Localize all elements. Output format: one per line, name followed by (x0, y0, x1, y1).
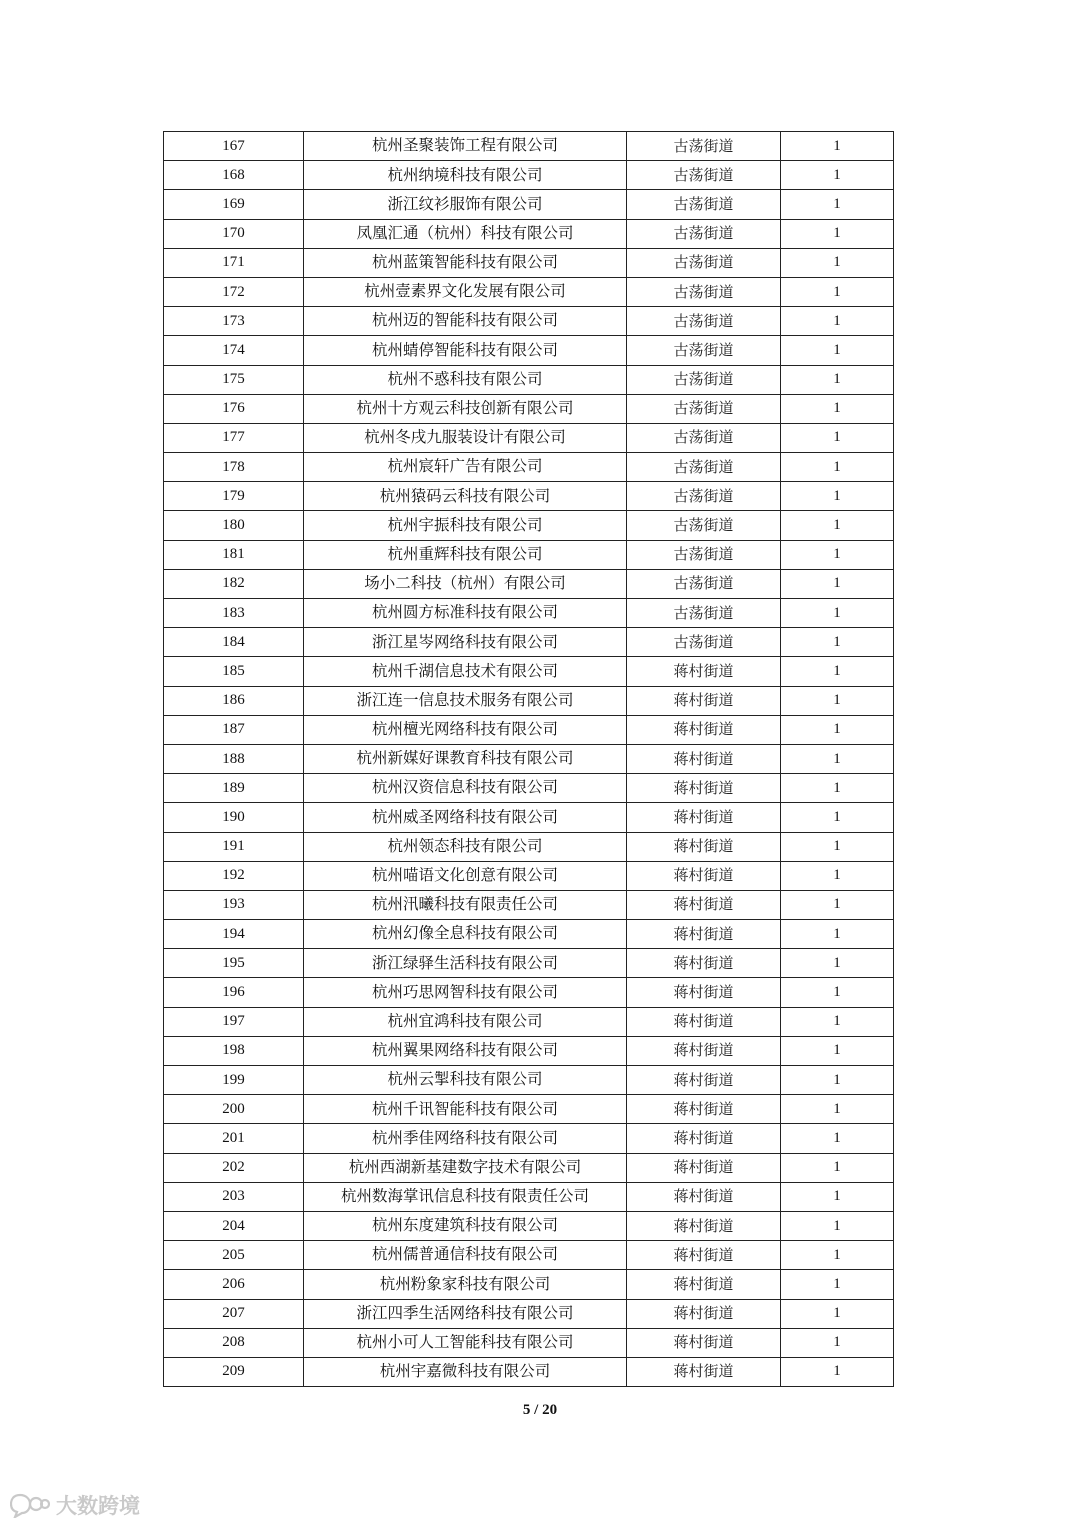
company-name-cell: 浙江绿驿生活科技有限公司 (304, 949, 627, 978)
count-cell: 1 (781, 277, 894, 306)
row-number-cell: 174 (164, 336, 304, 365)
row-number-cell: 190 (164, 803, 304, 832)
company-name-cell: 杭州千湖信息技术有限公司 (304, 657, 627, 686)
row-number-cell: 205 (164, 1241, 304, 1270)
table-row (164, 190, 894, 219)
company-name-cell: 杭州圣聚装饰工程有限公司 (304, 132, 627, 161)
company-name-cell: 杭州迈的智能科技有限公司 (304, 307, 627, 336)
row-number-cell: 177 (164, 423, 304, 452)
street-cell: 蒋村街道 (627, 978, 781, 1007)
table-row (164, 1182, 894, 1211)
company-table-body (164, 132, 894, 1387)
company-name-cell: 杭州千讯智能科技有限公司 (304, 1095, 627, 1124)
table-row (164, 336, 894, 365)
count-cell: 1 (781, 248, 894, 277)
company-name-cell: 杭州宇嘉微科技有限公司 (304, 1357, 627, 1386)
count-cell: 1 (781, 1211, 894, 1240)
street-cell: 蒋村街道 (627, 832, 781, 861)
table-row (164, 920, 894, 949)
row-number-cell: 199 (164, 1066, 304, 1095)
table-row (164, 803, 894, 832)
count-cell: 1 (781, 394, 894, 423)
row-number-cell: 204 (164, 1211, 304, 1240)
count-cell: 1 (781, 1241, 894, 1270)
count-cell: 1 (781, 628, 894, 657)
table-row (164, 1153, 894, 1182)
company-name-cell: 场小二科技（杭州）有限公司 (304, 569, 627, 598)
street-cell: 蒋村街道 (627, 774, 781, 803)
count-cell: 1 (781, 920, 894, 949)
count-cell: 1 (781, 1124, 894, 1153)
company-name-cell: 杭州季佳网络科技有限公司 (304, 1124, 627, 1153)
street-cell: 蒋村街道 (627, 1066, 781, 1095)
count-cell: 1 (781, 1357, 894, 1386)
company-name-cell: 杭州壹素界文化发展有限公司 (304, 277, 627, 306)
row-number-cell: 200 (164, 1095, 304, 1124)
company-name-cell: 杭州东度建筑科技有限公司 (304, 1211, 627, 1240)
table-row (164, 248, 894, 277)
row-number-cell: 176 (164, 394, 304, 423)
table-row (164, 1036, 894, 1065)
count-cell: 1 (781, 832, 894, 861)
row-number-cell: 194 (164, 920, 304, 949)
company-name-cell: 杭州喵语文化创意有限公司 (304, 861, 627, 890)
count-cell: 1 (781, 1270, 894, 1299)
row-number-cell: 168 (164, 161, 304, 190)
street-cell: 蒋村街道 (627, 861, 781, 890)
table-row (164, 686, 894, 715)
company-name-cell: 凤凰汇通（杭州）科技有限公司 (304, 219, 627, 248)
street-cell: 古荡街道 (627, 599, 781, 628)
count-cell: 1 (781, 949, 894, 978)
count-cell: 1 (781, 1299, 894, 1328)
count-cell: 1 (781, 978, 894, 1007)
table-row (164, 394, 894, 423)
company-name-cell: 杭州宇振科技有限公司 (304, 511, 627, 540)
table-row (164, 307, 894, 336)
count-cell: 1 (781, 365, 894, 394)
street-cell: 蒋村街道 (627, 686, 781, 715)
street-cell: 古荡街道 (627, 365, 781, 394)
company-name-cell: 杭州儒普通信科技有限公司 (304, 1241, 627, 1270)
row-number-cell: 178 (164, 453, 304, 482)
company-name-cell: 杭州数海掌讯信息科技有限责任公司 (304, 1182, 627, 1211)
street-cell: 古荡街道 (627, 394, 781, 423)
street-cell: 蒋村街道 (627, 715, 781, 744)
table-row (164, 1241, 894, 1270)
table-row (164, 744, 894, 773)
street-cell: 蒋村街道 (627, 1007, 781, 1036)
row-number-cell: 172 (164, 277, 304, 306)
street-cell: 古荡街道 (627, 336, 781, 365)
street-cell: 古荡街道 (627, 628, 781, 657)
street-cell: 蒋村街道 (627, 1328, 781, 1357)
street-cell: 古荡街道 (627, 423, 781, 452)
row-number-cell: 198 (164, 1036, 304, 1065)
row-number-cell: 185 (164, 657, 304, 686)
chat-bubble-logo-icon (10, 1492, 50, 1518)
count-cell: 1 (781, 161, 894, 190)
street-cell: 古荡街道 (627, 277, 781, 306)
company-name-cell: 杭州十方观云科技创新有限公司 (304, 394, 627, 423)
company-name-cell: 杭州不惑科技有限公司 (304, 365, 627, 394)
count-cell: 1 (781, 540, 894, 569)
count-cell: 1 (781, 336, 894, 365)
count-cell: 1 (781, 569, 894, 598)
count-cell: 1 (781, 774, 894, 803)
row-number-cell: 206 (164, 1270, 304, 1299)
street-cell: 蒋村街道 (627, 1153, 781, 1182)
street-cell: 古荡街道 (627, 482, 781, 511)
street-cell: 蒋村街道 (627, 1182, 781, 1211)
table-row (164, 1270, 894, 1299)
table-row (164, 1124, 894, 1153)
street-cell: 蒋村街道 (627, 657, 781, 686)
company-name-cell: 杭州重辉科技有限公司 (304, 540, 627, 569)
company-name-cell: 浙江连一信息技术服务有限公司 (304, 686, 627, 715)
row-number-cell: 179 (164, 482, 304, 511)
street-cell: 蒋村街道 (627, 744, 781, 773)
row-number-cell: 203 (164, 1182, 304, 1211)
company-name-cell: 杭州檀光网络科技有限公司 (304, 715, 627, 744)
table-row (164, 715, 894, 744)
row-number-cell: 169 (164, 190, 304, 219)
row-number-cell: 188 (164, 744, 304, 773)
company-name-cell: 杭州巧思网智科技有限公司 (304, 978, 627, 1007)
street-cell: 古荡街道 (627, 161, 781, 190)
company-name-cell: 杭州幻像全息科技有限公司 (304, 920, 627, 949)
table-row (164, 890, 894, 919)
count-cell: 1 (781, 190, 894, 219)
street-cell: 古荡街道 (627, 569, 781, 598)
street-cell: 蒋村街道 (627, 803, 781, 832)
street-cell: 古荡街道 (627, 219, 781, 248)
count-cell: 1 (781, 307, 894, 336)
row-number-cell: 195 (164, 949, 304, 978)
row-number-cell: 208 (164, 1328, 304, 1357)
table-row (164, 978, 894, 1007)
table-row (164, 540, 894, 569)
table-row (164, 511, 894, 540)
count-cell: 1 (781, 599, 894, 628)
table-row (164, 1095, 894, 1124)
table-row (164, 132, 894, 161)
company-name-cell: 杭州汉资信息科技有限公司 (304, 774, 627, 803)
company-name-cell: 杭州宸轩广告有限公司 (304, 453, 627, 482)
watermark-text: 大数跨境 (56, 1494, 140, 1518)
count-cell: 1 (781, 890, 894, 919)
row-number-cell: 183 (164, 599, 304, 628)
row-number-cell: 181 (164, 540, 304, 569)
company-table (163, 131, 894, 1387)
row-number-cell: 209 (164, 1357, 304, 1386)
row-number-cell: 202 (164, 1153, 304, 1182)
table-row (164, 219, 894, 248)
row-number-cell: 173 (164, 307, 304, 336)
street-cell: 蒋村街道 (627, 1357, 781, 1386)
count-cell: 1 (781, 744, 894, 773)
company-name-cell: 浙江星岑网络科技有限公司 (304, 628, 627, 657)
row-number-cell: 197 (164, 1007, 304, 1036)
company-name-cell: 浙江四季生活网络科技有限公司 (304, 1299, 627, 1328)
row-number-cell: 182 (164, 569, 304, 598)
table-row (164, 599, 894, 628)
table-row (164, 1066, 894, 1095)
row-number-cell: 167 (164, 132, 304, 161)
table-row (164, 1299, 894, 1328)
count-cell: 1 (781, 686, 894, 715)
table-row (164, 1007, 894, 1036)
count-cell: 1 (781, 803, 894, 832)
row-number-cell: 207 (164, 1299, 304, 1328)
company-name-cell: 杭州翼果网络科技有限公司 (304, 1036, 627, 1065)
street-cell: 蒋村街道 (627, 1095, 781, 1124)
company-name-cell: 浙江纹衫服饰有限公司 (304, 190, 627, 219)
row-number-cell: 175 (164, 365, 304, 394)
count-cell: 1 (781, 511, 894, 540)
company-name-cell: 杭州威圣网络科技有限公司 (304, 803, 627, 832)
street-cell: 蒋村街道 (627, 1241, 781, 1270)
row-number-cell: 184 (164, 628, 304, 657)
count-cell: 1 (781, 861, 894, 890)
company-name-cell: 杭州汛曦科技有限责任公司 (304, 890, 627, 919)
watermark (10, 1490, 140, 1520)
count-cell: 1 (781, 715, 894, 744)
street-cell: 古荡街道 (627, 132, 781, 161)
company-name-cell: 杭州西湖新基建数字技术有限公司 (304, 1153, 627, 1182)
table-row (164, 1211, 894, 1240)
company-name-cell: 杭州云掣科技有限公司 (304, 1066, 627, 1095)
count-cell: 1 (781, 453, 894, 482)
company-name-cell: 杭州小可人工智能科技有限公司 (304, 1328, 627, 1357)
table-row (164, 949, 894, 978)
company-name-cell: 杭州圆方标准科技有限公司 (304, 599, 627, 628)
row-number-cell: 192 (164, 861, 304, 890)
count-cell: 1 (781, 1066, 894, 1095)
table-row (164, 832, 894, 861)
count-cell: 1 (781, 1328, 894, 1357)
row-number-cell: 201 (164, 1124, 304, 1153)
street-cell: 古荡街道 (627, 540, 781, 569)
row-number-cell: 196 (164, 978, 304, 1007)
table-row (164, 657, 894, 686)
count-cell: 1 (781, 132, 894, 161)
row-number-cell: 186 (164, 686, 304, 715)
table-row (164, 774, 894, 803)
row-number-cell: 189 (164, 774, 304, 803)
street-cell: 蒋村街道 (627, 1124, 781, 1153)
table-row (164, 453, 894, 482)
row-number-cell: 187 (164, 715, 304, 744)
table-row (164, 161, 894, 190)
company-name-cell: 杭州领态科技有限公司 (304, 832, 627, 861)
street-cell: 蒋村街道 (627, 890, 781, 919)
table-row (164, 482, 894, 511)
street-cell: 蒋村街道 (627, 920, 781, 949)
count-cell: 1 (781, 219, 894, 248)
street-cell: 古荡街道 (627, 453, 781, 482)
row-number-cell: 170 (164, 219, 304, 248)
count-cell: 1 (781, 1007, 894, 1036)
street-cell: 蒋村街道 (627, 1299, 781, 1328)
company-name-cell: 杭州蓝策智能科技有限公司 (304, 248, 627, 277)
street-cell: 蒋村街道 (627, 949, 781, 978)
street-cell: 蒋村街道 (627, 1270, 781, 1299)
company-name-cell: 杭州猿码云科技有限公司 (304, 482, 627, 511)
table-row (164, 1357, 894, 1386)
company-name-cell: 杭州粉象家科技有限公司 (304, 1270, 627, 1299)
company-name-cell: 杭州冬戌九服装设计有限公司 (304, 423, 627, 452)
table-row (164, 569, 894, 598)
page-number: 5 / 20 (522, 1402, 558, 1418)
row-number-cell: 193 (164, 890, 304, 919)
row-number-cell: 171 (164, 248, 304, 277)
company-name-cell: 杭州蜻停智能科技有限公司 (304, 336, 627, 365)
street-cell: 蒋村街道 (627, 1036, 781, 1065)
row-number-cell: 180 (164, 511, 304, 540)
count-cell: 1 (781, 423, 894, 452)
street-cell: 古荡街道 (627, 307, 781, 336)
table-row (164, 628, 894, 657)
table-row (164, 1328, 894, 1357)
table-row (164, 277, 894, 306)
count-cell: 1 (781, 1153, 894, 1182)
table-row (164, 423, 894, 452)
row-number-cell: 191 (164, 832, 304, 861)
street-cell: 蒋村街道 (627, 1211, 781, 1240)
count-cell: 1 (781, 1095, 894, 1124)
street-cell: 古荡街道 (627, 190, 781, 219)
count-cell: 1 (781, 482, 894, 511)
table-row (164, 365, 894, 394)
count-cell: 1 (781, 1182, 894, 1211)
company-name-cell: 杭州宜鸿科技有限公司 (304, 1007, 627, 1036)
count-cell: 1 (781, 657, 894, 686)
count-cell: 1 (781, 1036, 894, 1065)
table-row (164, 861, 894, 890)
company-name-cell: 杭州纳境科技有限公司 (304, 161, 627, 190)
company-name-cell: 杭州新媒好课教育科技有限公司 (304, 744, 627, 773)
street-cell: 古荡街道 (627, 511, 781, 540)
street-cell: 古荡街道 (627, 248, 781, 277)
